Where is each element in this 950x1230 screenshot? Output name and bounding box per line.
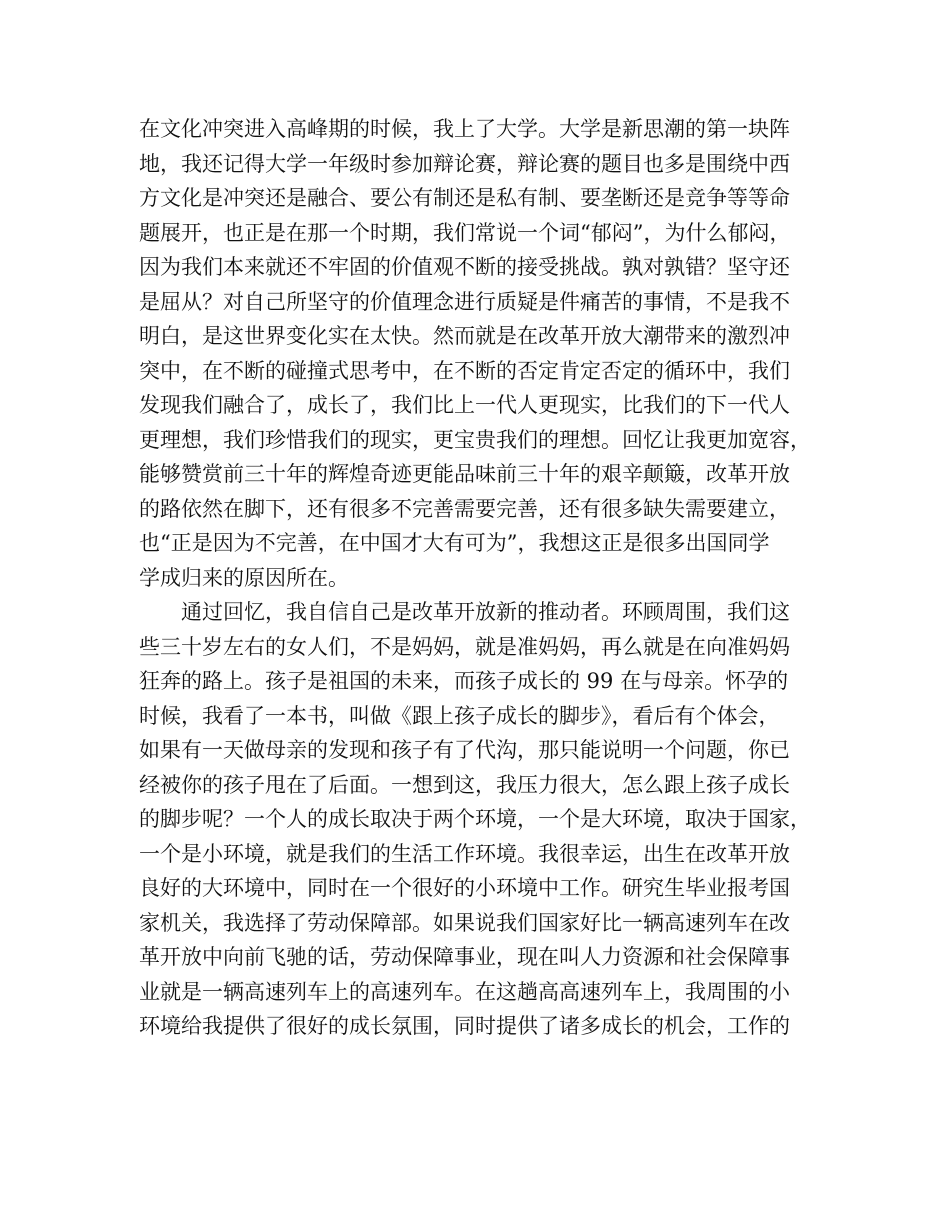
text-line: 的脚步呢？一个人的成长取决于两个环境，一个是大环境，取决于国家， [139, 807, 811, 831]
text-line-first-indented: 通过回忆，我自信自己是改革开放新的推动者。环顾周围，我们这 [181, 600, 790, 624]
paragraph-1 [139, 112, 839, 595]
text-line: 是屈从？对自己所坚守的价值理念进行质疑是件痛苦的事情，不是我不 [139, 289, 790, 314]
text-line: 也“正是因为不完善，在中国才大有可为”，我想这正是很多出国同学 [139, 531, 770, 555]
text-line: 因为我们本来就还不牢固的价值观不断的接受挑战。孰对孰错？坚守还 [139, 255, 790, 279]
text-line: 时候，我看了一本书，叫做《跟上孩子成长的脚步》，看后有个体会， [139, 703, 780, 728]
text-line: 明白，是这世界变化实在太快。然而就是在改革开放大潮带来的激烈冲 [139, 324, 790, 348]
text-line: 在文化冲突进入高峰期的时候，我上了大学。大学是新思潮的第一块阵 [139, 117, 790, 141]
text-line: 革开放中向前飞驰的话，劳动保障事业，现在叫人力资源和社会保障事 [139, 945, 790, 969]
text-line: 能够赞赏前三十年的辉煌奇迹更能品味前三十年的艰辛颠簸，改革开放 [139, 462, 790, 486]
text-line: 业就是一辆高速列车上的高速列车。在这趟高高速列车上，我周围的小 [139, 979, 790, 1004]
text-line: 环境给我提供了很好的成长氛围，同时提供了诸多成长的机会，工作的 [139, 1014, 790, 1038]
text-line: 良好的大环境中，同时在一个很好的小环境中工作。研究生毕业报考国 [139, 876, 790, 900]
text-line: 发现我们融合了，成长了，我们比上一代人更现实，比我们的下一代人 [139, 393, 790, 417]
text-line: 狂奔的路上。孩子是祖国的未来，而孩子成长的 99 在与母亲。怀孕的 [139, 669, 789, 693]
text-line: 些三十岁左右的女人们，不是妈妈，就是准妈妈，再么就是在向准妈妈 [139, 634, 790, 659]
text-line: 突中，在不断的碰撞式思考中，在不断的否定肯定否定的循环中，我们 [139, 358, 790, 383]
text-line: 方文化是冲突还是融合、要公有制还是私有制、要垄断还是竞争等等命 [139, 186, 790, 210]
text-line: 如果有一天做母亲的发现和孩子有了代沟，那只能说明一个问题，你已 [139, 738, 790, 762]
text-line: 题展开，也正是在那一个时期，我们常说一个词“郁闷”，为什么郁闷， [139, 220, 791, 245]
document-body [139, 112, 839, 1044]
text-line: 更理想，我们珍惜我们的现实，更宝贵我们的理想。回忆让我更加宽容， [139, 427, 811, 452]
text-line: 地，我还记得大学一年级时参加辩论赛，辩论赛的题目也多是围绕中西 [139, 151, 790, 176]
text-line: 经被你的孩子甩在了后面。一想到这，我压力很大，怎么跟上孩子成长 [139, 772, 790, 797]
paragraph-2 [139, 595, 839, 1044]
text-line: 家机关，我选择了劳动保障部。如果说我们国家好比一辆高速列车在改 [139, 910, 790, 935]
text-line: 学成归来的原因所在。 [139, 565, 349, 590]
text-line: 的路依然在脚下，还有很多不完善需要完善，还有很多缺失需要建立， [139, 496, 790, 521]
text-line: 一个是小环境，就是我们的生活工作环境。我很幸运，出生在改革开放 [139, 841, 790, 866]
